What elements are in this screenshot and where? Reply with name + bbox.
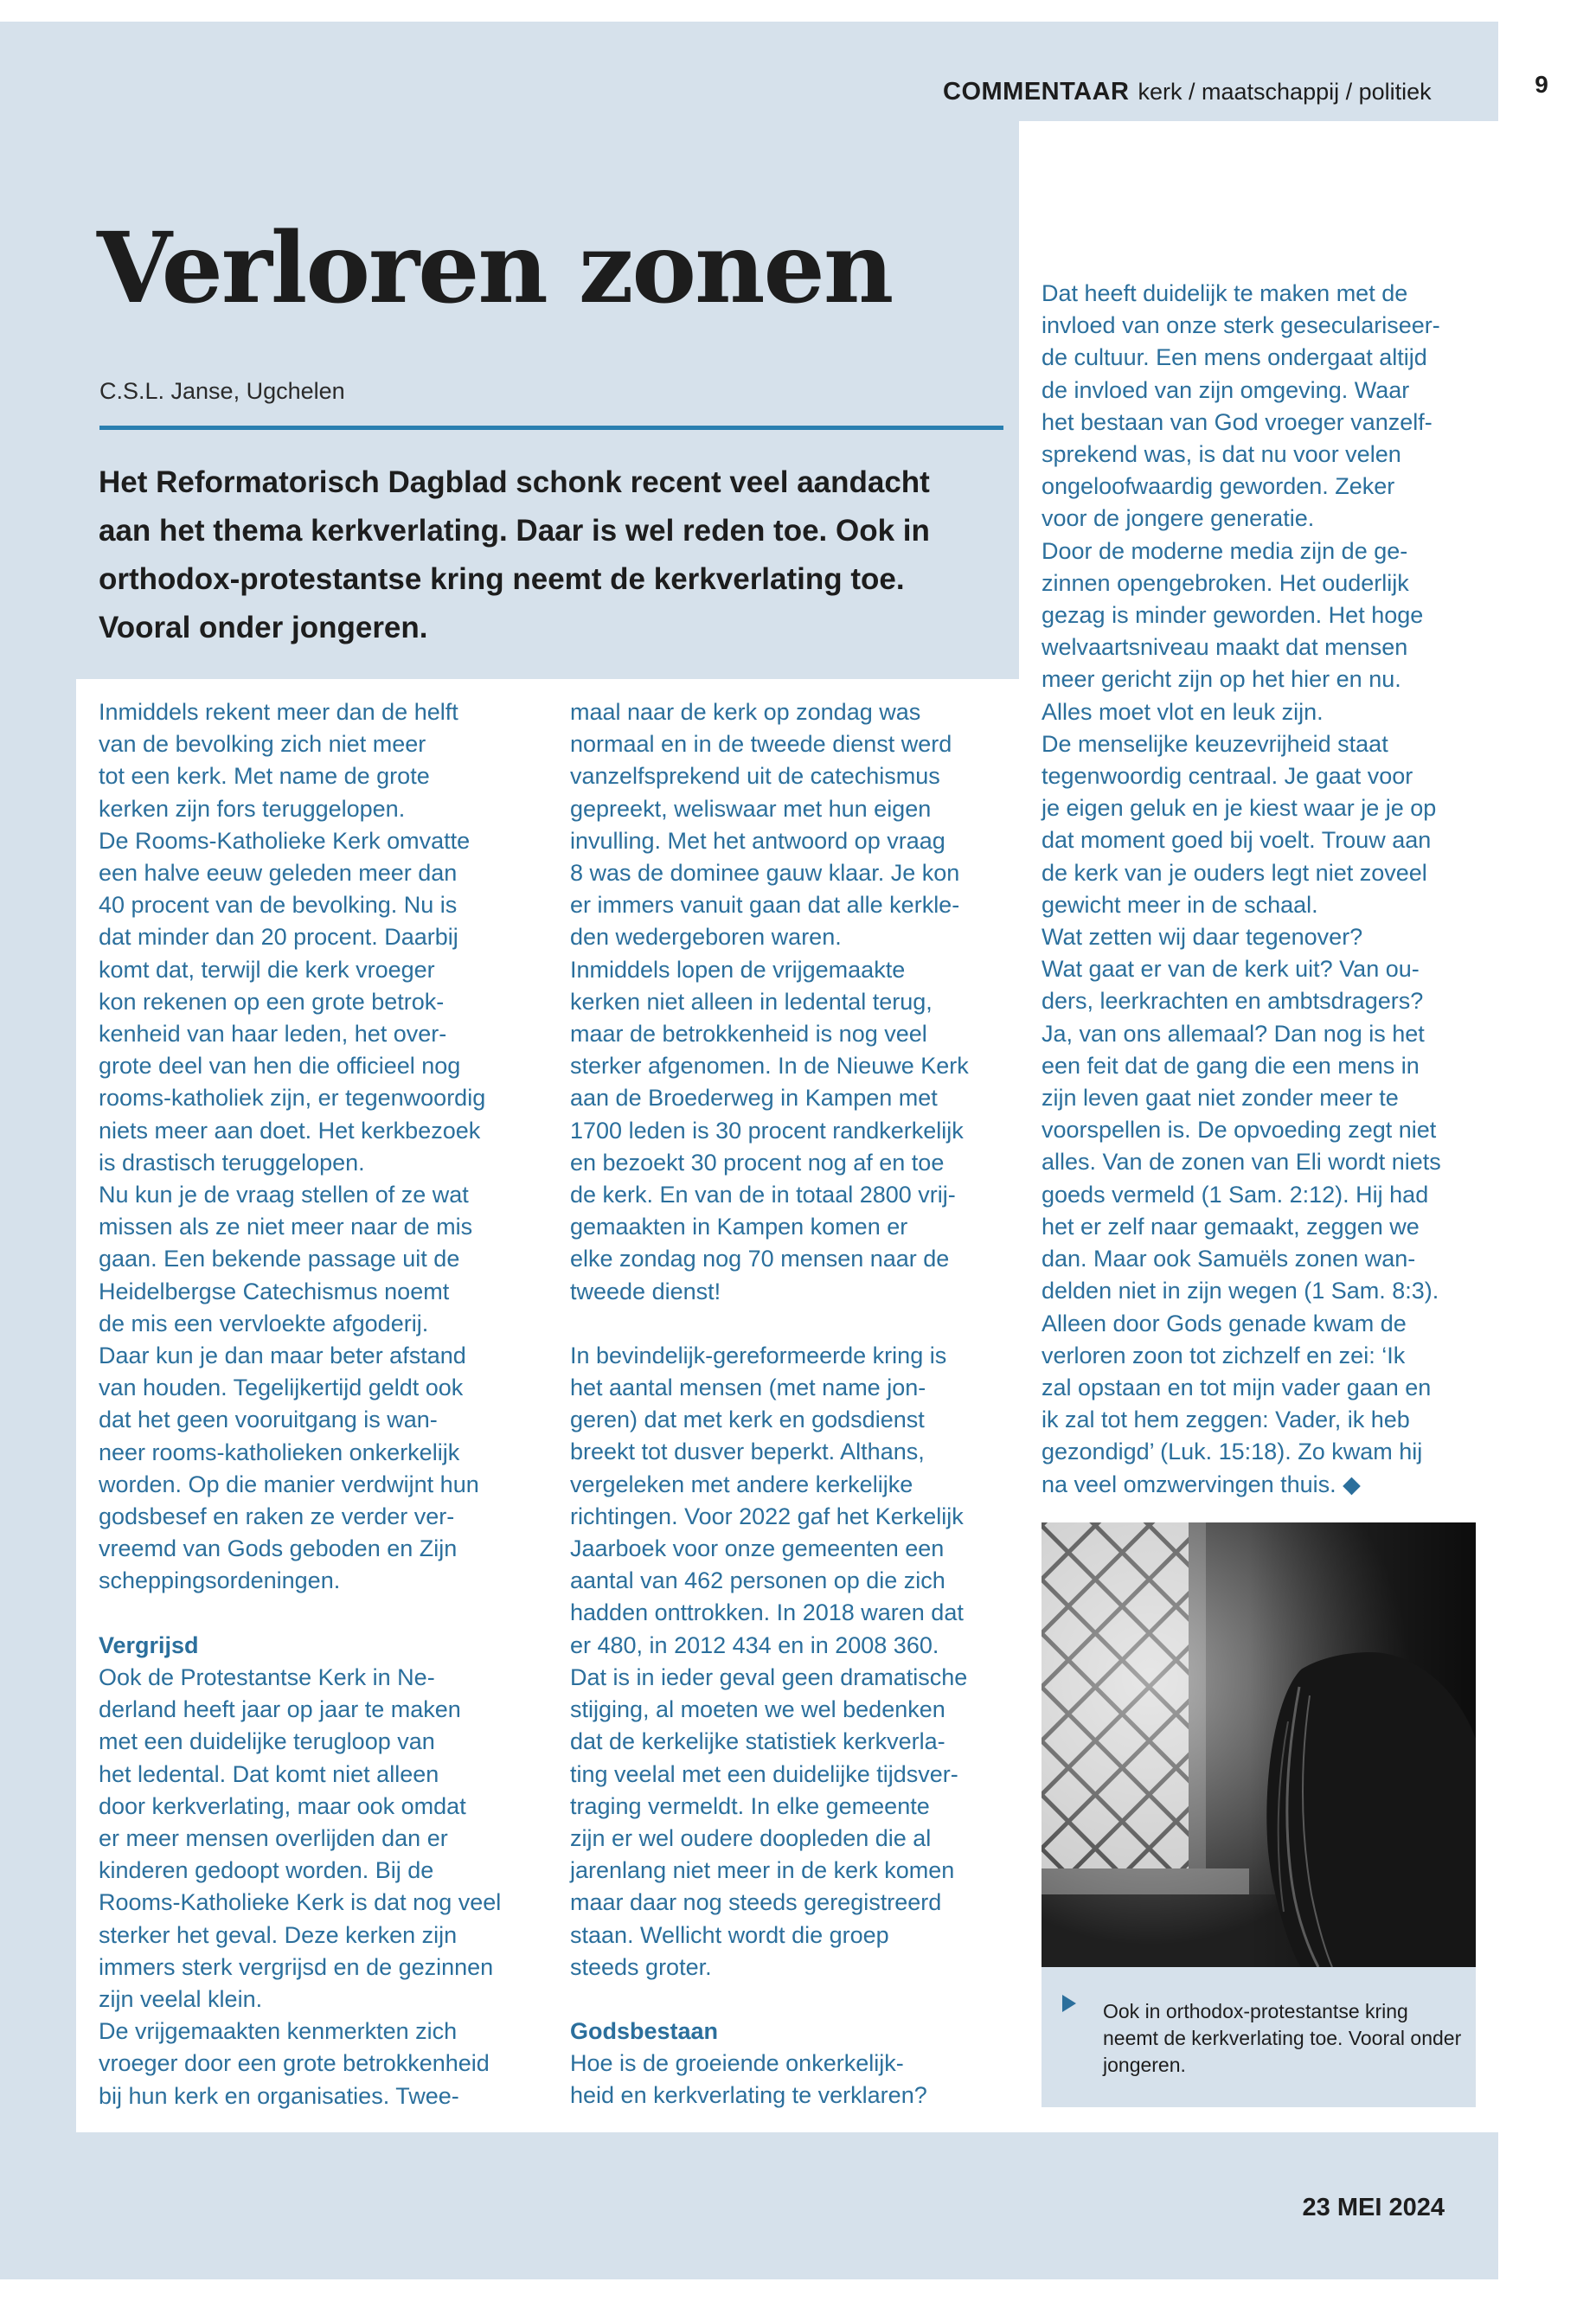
text-line: neer rooms-katholieken onkerkelijk (99, 1439, 460, 1465)
text-line: ting veelal met een duidelijke tijdsver- (570, 1760, 958, 1787)
text-line: welvaartsniveau maakt dat mensen (1042, 634, 1408, 661)
text-line: kerken zijn fors teruggelopen. (99, 795, 406, 822)
text-line: ik zal tot hem zeggen: Vader, ik heb (1042, 1407, 1410, 1433)
text-line: maal naar de kerk op zondag was (570, 699, 921, 725)
text-line: Daar kun je dan maar beter afstand (99, 1343, 466, 1369)
text-line: sprekend was, is dat nu voor velen (1042, 441, 1401, 468)
text-line: zijn leven gaat niet zonder meer te (1042, 1085, 1399, 1112)
text-line: gepreekt, weliswaar met hun eigen (570, 795, 932, 822)
text-line: goeds vermeld (1 Sam. 2:12). Hij had (1042, 1181, 1429, 1208)
column-3-lines (1042, 278, 1491, 1501)
text-line: sterker afgenomen. In de Nieuwe Kerk (570, 1053, 969, 1080)
text-line: er 480, in 2012 434 en in 2008 360. (570, 1631, 939, 1658)
text-line: staan. Wellicht wordt die groep (570, 1921, 889, 1948)
text-line: den wedergeboren waren. (570, 924, 842, 951)
text-line: vroeger door een grote betrokkenheid (99, 2050, 490, 2077)
text-line: is drastisch teruggelopen. (99, 1149, 365, 1176)
issue-date: 23 MEI 2024 (1302, 2194, 1445, 2221)
text-line: 1700 leden is 30 procent randkerkelijk (570, 1117, 964, 1144)
text-line: traging vermeldt. In elke gemeente (570, 1792, 930, 1819)
text-line: jarenlang niet meer in de kerk komen (570, 1857, 955, 1884)
text-line: een halve eeuw geleden meer dan (99, 860, 458, 887)
column-1-lines-a (99, 696, 548, 1598)
text-line: elke zondag nog 70 mensen naar de (570, 1246, 950, 1272)
text-line: steeds groter. (570, 1953, 712, 1980)
text-line: Wat gaat er van de kerk uit? Van ou- (1042, 956, 1420, 983)
text-line: In bevindelijk-gereformeerde kring is (570, 1342, 947, 1368)
text-line: hadden onttrokken. In 2018 waren dat (570, 1599, 964, 1626)
text-line: 40 procent van de bevolking. Nu is (99, 892, 458, 919)
article-title: Verloren zonen (97, 212, 893, 325)
text-line: vergeleken met andere kerkelijke (570, 1471, 913, 1497)
text-line: rooms-katholiek zijn, er tegenwoordig (99, 1085, 486, 1112)
text-line: vreemd van Gods geboden en Zijn (99, 1535, 458, 1562)
subheading-vergrijsd: Vergrijsd (99, 1631, 199, 1658)
text-line: verloren zoon tot zichzelf en zei: ‘Ik (1042, 1342, 1406, 1368)
text-line: stijging, al moeten we wel bedenken (570, 1696, 945, 1723)
section-header (943, 78, 1432, 106)
text-line: zinnen opengebroken. Het ouderlijk (1042, 569, 1409, 596)
text-line: de kerk. En van de in totaal 2800 vrij- (570, 1182, 956, 1208)
text-line: het er zelf naar gemaakt, zeggen we (1042, 1213, 1420, 1240)
text-line: de mis een vervloekte afgoderij. (99, 1310, 429, 1336)
text-line: met een duidelijke terugloop van (99, 1728, 435, 1755)
text-line: het ledental. Dat komt niet alleen (99, 1760, 439, 1787)
text-line: er meer mensen overlijden dan er (99, 1824, 448, 1851)
text-line: geren) dat met kerk en godsdienst (570, 1407, 925, 1433)
text-line: De Rooms-Katholieke Kerk omvatte (99, 827, 471, 854)
text-line: de kerk van je ouders legt niet zoveel (1042, 859, 1427, 886)
text-line: niets meer aan doet. Het kerkbezoek (99, 1117, 481, 1144)
text-line: zal opstaan en tot mijn vader gaan en (1042, 1374, 1432, 1400)
caption-arrow-icon (1062, 1995, 1076, 2012)
byline: C.S.L. Janse, Ugchelen (99, 378, 345, 404)
text-line: kenheid van haar leden, het over- (99, 1021, 447, 1048)
section-topics: kerk / maatschappij / politiek (1138, 79, 1432, 105)
text-line: zijn veelal klein. (99, 1985, 263, 2012)
text-line: voorspellen is. De opvoeding zegt niet (1042, 1117, 1437, 1144)
text-line: zijn er wel oudere doopleden die al (570, 1824, 932, 1851)
text-line: komt dat, terwijl die kerk vroeger (99, 956, 435, 983)
text-line: Dat is in ieder geval geen dramatische (570, 1663, 968, 1690)
text-line: Jaarboek voor onze gemeenten een (570, 1535, 945, 1562)
text-line: dat minder dan 20 procent. Daarbij (99, 924, 458, 951)
text-line: Inmiddels lopen de vrijgemaakte (570, 956, 906, 983)
text-line: breekt tot dusver beperkt. Althans, (570, 1439, 925, 1465)
column-2-lines-b (570, 1340, 1020, 1984)
text-line: Wat zetten wij daar tegenover? (1042, 924, 1363, 951)
text-line: Heidelbergse Catechismus noemt (99, 1278, 450, 1304)
text-line: Nu kun je de vraag stellen of ze wat (99, 1182, 469, 1208)
column-2-lines-a (570, 696, 1020, 1308)
text-line: voor de jongere generatie. (1042, 505, 1315, 532)
text-line: Hoe is de groeiende onkerkelijk- (570, 2050, 904, 2077)
photo-illustration (1042, 1522, 1476, 1967)
text-line: invloed van onze sterk geseculariseer- (1042, 312, 1440, 339)
text-line: aantal van 462 personen op die zich (570, 1567, 945, 1594)
column-1-lines-b (99, 1662, 548, 2112)
text-line: na veel omzwervingen thuis. ◆ (1042, 1471, 1361, 1497)
text-line: Rooms-Katholieke Kerk is dat nog veel (99, 1889, 502, 1916)
text-line: gezag is minder geworden. Het hoge (1042, 602, 1424, 629)
text-line: scheppingsordeningen. (99, 1567, 341, 1594)
text-line: en bezoekt 30 procent nog af en toe (570, 1149, 945, 1176)
text-line: Inmiddels rekent meer dan de helft (99, 699, 458, 725)
column-1 (99, 696, 548, 2112)
text-line: Door de moderne media zijn de ge- (1042, 537, 1408, 564)
text-line: grote deel van hen die officieel nog (99, 1053, 461, 1080)
text-line: dan. Maar ook Samuëls zonen wan- (1042, 1246, 1416, 1272)
text-line: invulling. Met het antwoord op vraag (570, 827, 945, 854)
text-line: derland heeft jaar op jaar te maken (99, 1696, 461, 1723)
text-line: maar daar nog steeds geregistreerd (570, 1889, 942, 1916)
text-line: door kerkverlating, maar ook omdat (99, 1792, 466, 1819)
text-line: kinderen gedoopt worden. Bij de (99, 1857, 434, 1884)
text-line: aan de Broederweg in Kampen met (570, 1085, 938, 1112)
text-line: kon rekenen op een grote betrok- (99, 988, 445, 1015)
paragraph-gap (99, 1598, 548, 1630)
text-line: richtingen. Voor 2022 gaf het Kerkelijk (570, 1503, 964, 1529)
text-line: tegenwoordig centraal. Je gaat voor (1042, 763, 1413, 790)
section-label: COMMENTAAR (943, 78, 1130, 106)
text-line: heid en kerkverlating te verklaren? (570, 2082, 927, 2109)
text-line: De menselijke keuzevrijheid staat (1042, 730, 1388, 757)
text-line: het bestaan van God vroeger vanzelf- (1042, 408, 1433, 435)
text-line: tot een kerk. Met name de grote (99, 763, 430, 790)
article-intro: Het Reformatorisch Dagblad schonk recent veel aandacht aan het thema kerkverlating. Daar is wel reden toe. Ook in orthodox-protestantse kring neemt de kerkverlating toe. Vooral onder jongeren. (99, 465, 930, 644)
text-line: Alleen door Gods genade kwam de (1042, 1310, 1407, 1336)
text-line: Alles moet vlot en leuk zijn. (1042, 698, 1324, 725)
page-number: 9 (1535, 71, 1548, 98)
text-line: immers sterk vergrijsd en de gezinnen (99, 1953, 494, 1980)
text-line: 8 was de dominee gauw klaar. Je kon (570, 860, 960, 887)
text-line: gezondigd’ (Luk. 15:18). Zo kwam hij (1042, 1439, 1423, 1465)
column-2 (570, 696, 1020, 2112)
article-photo (1042, 1522, 1476, 1967)
text-line: de invloed van zijn omgeving. Waar (1042, 376, 1410, 403)
text-line: meer gericht zijn op het hier en nu. (1042, 666, 1401, 693)
text-line: er immers vanuit gaan dat alle kerkle- (570, 892, 960, 919)
paragraph-gap (570, 1308, 1020, 1340)
text-line: dat de kerkelijke statistiek kerkverla- (570, 1728, 945, 1755)
folio-box (1498, 22, 1596, 117)
text-line: sterker het geval. Deze kerken zijn (99, 1921, 458, 1948)
text-line: de cultuur. Een mens ondergaat altijd (1042, 344, 1427, 371)
text-line: het aantal mensen (met name jon- (570, 1375, 926, 1401)
text-line: Ja, van ons allemaal? Dan nog is het (1042, 1020, 1425, 1047)
text-line: gewicht meer in de schaal. (1042, 891, 1318, 918)
text-line: kerken niet alleen in ledental terug, (570, 988, 933, 1015)
text-line: gemaakten in Kampen komen er (570, 1214, 908, 1240)
text-line: alles. Van de zonen van Eli wordt niets (1042, 1149, 1441, 1176)
text-line: missen als ze niet meer naar de mis (99, 1214, 473, 1240)
column-3 (1042, 278, 1491, 1501)
text-line: Ook de Protestantse Kerk in Ne- (99, 1663, 435, 1690)
text-line: je eigen geluk en je kiest waar je je op (1042, 795, 1437, 822)
text-line: maar de betrokkenheid is nog veel (570, 1021, 927, 1048)
text-line: vanzelfsprekend uit de catechismus (570, 763, 940, 790)
text-line: ders, leerkrachten en ambtsdragers? (1042, 988, 1424, 1015)
text-line: delden niet in zijn wegen (1 Sam. 8:3). (1042, 1278, 1439, 1304)
text-line: bij hun kerk en organisaties. Twee- (99, 2082, 459, 2109)
text-line: godsbesef en raken ze verder ver- (99, 1503, 455, 1530)
photo-caption: Ook in orthodox-protestantse kring neemt de kerkverlating toe. Vooral onder jongeren. (1103, 2000, 1462, 2076)
text-line: Dat heeft duidelijk te maken met de (1042, 280, 1408, 306)
text-line: worden. Op die manier verdwijnt hun (99, 1471, 479, 1497)
text-line: dat moment goed bij voelt. Trouw aan (1042, 827, 1432, 854)
text-line: normaal en in de tweede dienst werd (570, 731, 952, 758)
text-line: een feit dat de gang die een mens in (1042, 1052, 1420, 1079)
text-line: dat het geen vooruitgang is wan- (99, 1407, 438, 1433)
text-line: van houden. Tegelijkertijd geldt ook (99, 1375, 464, 1401)
column-2-lines-c (570, 2048, 1020, 2112)
paragraph-gap (570, 1984, 1020, 2016)
text-line: tweede dienst! (570, 1278, 721, 1304)
text-line: van de bevolking zich niet meer (99, 731, 426, 758)
title-rule (99, 426, 1003, 430)
text-line: gaan. Een bekende passage uit de (99, 1246, 460, 1272)
text-line: De vrijgemaakten kenmerkten zich (99, 2018, 458, 2045)
subheading-godsbestaan: Godsbestaan (570, 2017, 719, 2044)
text-line: ongeloofwaardig geworden. Zeker (1042, 473, 1395, 500)
